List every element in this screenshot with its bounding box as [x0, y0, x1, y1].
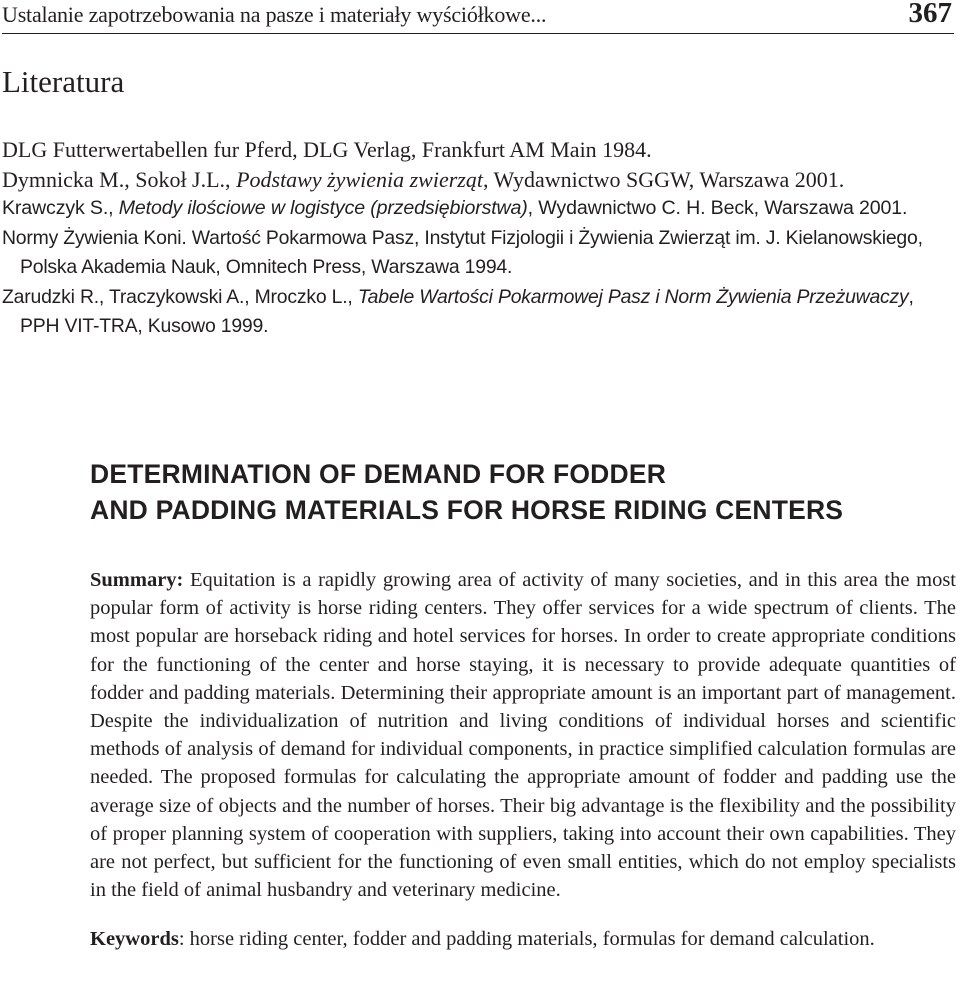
running-header [2, 0, 954, 34]
reference-authors: DLG Futterwertabellen fur Pferd, DLG Verlag, Frankfurt AM Main 1984. [2, 137, 652, 162]
running-title: Ustalanie zapotrzebowania na pasze i materiały wyściółkowe... [2, 2, 547, 27]
reference-authors: Krawczyk S., [2, 197, 119, 219]
reference-item [2, 224, 958, 283]
reference-item [2, 165, 958, 195]
keywords-text: : horse riding center, fodder and padding materials, formulas for demand calculation. [178, 927, 875, 950]
summary-title-line-1: DETERMINATION OF DEMAND FOR FODDER [90, 459, 667, 489]
summary-text: Equitation is a rapidly growing area of activity of many societies, and in this area the most popular form of activity is horse riding centers. They offer services for a wide spectrum of clients. The most popular are horseback riding and hotel services for horses. In order to create appropriate conditions for the functioning of the center and horse staying, it is necessary to provide adequate quantities of fodder and padding materials. Determining their appropriate amount is an important part of management. Despite the individualization of nutrition and living conditions of individual horses and scientific methods of analysis of demand for individual components, in practice simplified calculation formulas are needed. The proposed formulas for calculating the appropriate amount of fodder and padding use the average size of objects and the number of horses. Their big advantage is the flexibility and the possibility of proper planning system of cooperation with suppliers, taking into account their own capabilities. They are not perfect, but sufficient for the functioning of even small entities, which do not employ specialists in the field of animal husbandry and veterinary medicine. [90, 569, 956, 902]
literature-heading: Literatura [2, 64, 125, 99]
english-summary-block [90, 456, 956, 974]
reference-title: Metody ilościowe w logistyce (przedsiębiorstwa) [118, 197, 528, 219]
summary-paragraph [90, 566, 956, 904]
reference-publisher: , Wydawnictwo SGGW, Warszawa 2001. [482, 166, 845, 192]
reference-title: Tabele Wartości Pokarmowej Pasz i Norm Żywienia Przeżuwaczy [357, 285, 909, 308]
reference-item [2, 283, 958, 342]
keywords-paragraph [90, 925, 956, 953]
reference-item [2, 135, 958, 165]
page-number: 367 [908, 0, 952, 29]
reference-publisher: , PPH VIT-TRA, Kusowo 1999. [20, 285, 914, 337]
summary-title [90, 456, 956, 528]
reference-publisher: , Wydawnictwo C. H. Beck, Warszawa 2001. [527, 197, 908, 219]
summary-title-line-2: AND PADDING MATERIALS FOR HORSE RIDING CENTERS [90, 495, 844, 525]
keywords-label: Keywords [90, 927, 179, 950]
reference-authors: Dymnicka M., Sokoł J.L., [2, 166, 237, 192]
reference-title: Podstawy żywienia zwierząt [236, 166, 483, 192]
reference-authors: Normy Żywienia Koni. Wartość Pokarmowa Pasz, Instytut Fizjologii i Żywienia Zwierząt im. J. Kielanowskiego, Polska Akademia Nauk, Omnitech Press, Warszawa 1994. [2, 226, 923, 278]
reference-item [2, 194, 958, 224]
reference-list [2, 135, 958, 342]
reference-authors: Zarudzki R., Traczykowski A., Mroczko L., [2, 285, 358, 308]
summary-label: Summary: [90, 569, 184, 591]
